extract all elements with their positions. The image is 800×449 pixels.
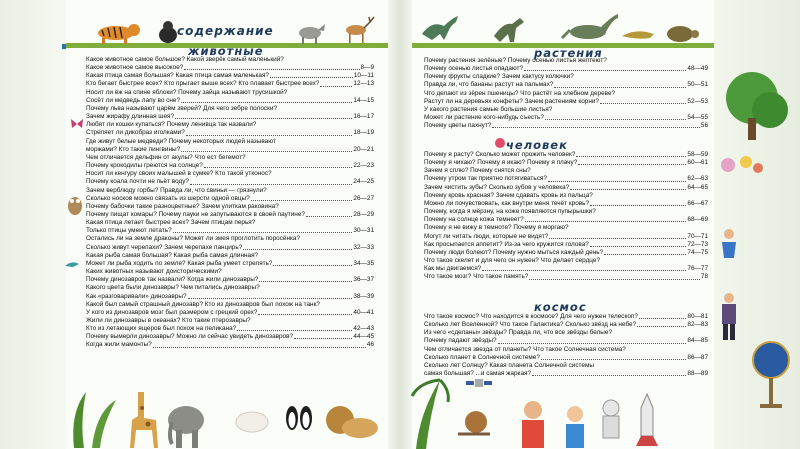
toc-leader-dots [186,135,353,136]
toc-page-number: 38—39 [353,292,374,300]
toc-page-number: 10—11 [353,72,374,80]
toc-entry [424,151,708,159]
toc-leader-dots [524,70,686,71]
toc-page-number: 78 [700,273,708,281]
toc-entry [86,72,374,80]
toc-page-number: 28—29 [353,210,374,218]
toc-leader-dots [541,359,686,360]
toc-page-number: 8—9 [360,64,374,72]
giraffe-illustration [120,388,164,448]
toc-entry-text: Правда ли, что бананы растут на пальмах? [424,81,554,89]
toc-entry-text: Жили ли динозавры в океанах? Кто такие птерозавры? [86,317,251,324]
toc-entry [424,167,708,175]
butterfly-icon [70,118,84,130]
toc-page-number: 36—37 [353,276,374,284]
toc-leader-dots [554,87,686,88]
toc-entry-text: Почему люди болеют? Почему нужно мыться каждый день? [424,248,604,256]
toc-entry [424,346,708,354]
toc-page-number: 14—15 [353,96,374,104]
toc-entry [86,170,374,178]
toc-leader-dots [532,375,686,376]
toc-entry [86,333,374,341]
toc-entry [424,233,708,241]
toc-page-number: 20—21 [353,145,374,153]
toc-entry [86,121,374,129]
toc-leader-dots [482,270,686,271]
toc-leader-dots [549,238,686,239]
toc-entry [424,265,708,273]
toc-entry-text: Почему осенью листья опадают? [424,65,524,73]
toc-entry [86,56,374,64]
lizard-illustration [620,24,656,44]
toc-entry-text: Носит ли ёж на спине яблоки? Почему зайца называют трусишкой? [86,88,288,96]
toc-page-number: 60—61 [687,159,708,167]
toc-leader-dots [251,200,353,201]
toc-leader-dots [258,314,352,315]
toc-entry-text: Зачем я сплю? Почему снятся сны? [424,167,531,175]
toc-page-number: 24—25 [353,178,374,186]
toc-entry [424,362,708,370]
toc-page-number: 32—33 [353,243,374,251]
elephant-illustration [164,396,206,448]
toc-entry-text: Почему я чихаю? Почему я икаю? Почему я плачу? [424,159,578,167]
rocket-illustration [634,392,660,448]
toc-entry-text: Почему льва называют царём зверей? Для чего зебре полоски? [86,104,278,112]
sauropod-illustration [560,12,620,42]
telescope-illustration [748,330,794,410]
toc-entry [424,114,708,122]
lion-illustration [322,400,382,448]
toc-entry-text: моржами? Кто такие пингвины? [86,145,181,153]
toc-leader-dots [637,326,686,327]
trex-illustration [490,12,526,44]
toc-entry-text: Почему падают звёзды? [424,337,497,345]
astronaut-illustration [596,398,626,446]
toc-entry [424,273,708,281]
toc-entry [86,187,374,195]
snail-illustration [456,408,492,438]
toc-leader-dots [492,127,700,128]
owl-illustration [66,192,84,216]
toc-entry [86,203,374,211]
toc-entry-text: Что такое мозг? Что такое память? [424,273,529,281]
toc-entry [86,260,374,268]
tiger-illustration [92,20,144,44]
toc-entry-text: самая большая? ...и самая жаркая? [424,370,532,378]
toc-entry-text: Сколько носков можно связать из шерсти одной овцы? [86,194,250,202]
toc-leader-dots [153,347,366,348]
toc-page-number: 42—43 [353,325,374,333]
toc-entry-text: Растут ли на деревьях конфеты? Зачем растениям корни? [424,97,599,105]
toc-entry [424,81,708,89]
toc-entry [424,337,708,345]
toc-leader-dots [600,103,686,104]
toc-entry [424,98,708,106]
toc-entry-text: Почему кровь красная? Зачем сдавать кровь из пальца? [424,191,593,199]
toc-entry-text: Носит ли кенгуру своих малышей в сумке? Кто такой утконос? [86,170,272,178]
toc-entry-text: Может ли рыба ходить по земле? Какая рыба умеет стрелять? [86,259,273,267]
toc-entry-text: Почему я расту? Сколько может прожить человек? [424,151,576,158]
toc-entry [424,184,708,192]
toc-leader-dots [188,298,353,299]
toc-plants-list [424,57,708,130]
toc-human-list [424,151,708,282]
toc-entry-text: Кто из летающих ящеров был похож на пеликана? [86,325,237,333]
toc-leader-dots [181,151,352,152]
child-illustration [718,228,740,264]
toc-leader-dots [270,77,353,78]
toc-entry [86,341,374,349]
palm-illustration [410,372,450,449]
toc-entry-text: Чем отличается звезда от планеты? Что такое Солнечная система? [424,345,626,353]
toc-page-number: 26—27 [353,194,374,202]
man-illustration [716,292,742,340]
toc-leader-dots [578,164,686,165]
toc-leader-dots [548,181,686,182]
toc-page-number: 66—67 [687,199,708,207]
toc-leader-dots [190,184,352,185]
toc-entry [424,200,708,208]
toc-space-list [424,313,708,378]
toc-page-number: 54—55 [687,114,708,122]
toc-entry-text: Почему пищат комары? Почему пауки не запутываются в своей паутине? [86,210,305,218]
toc-entry [86,293,374,301]
toc-entry-text: Что такое космос? Что находится в космосе? Для чего нужен телескоп? [424,313,638,320]
toc-leader-dots [525,221,687,222]
toc-page-number: 40—41 [353,308,374,316]
dinosaur-illustration [420,12,460,42]
gorilla-illustration [156,20,180,44]
toc-entry-text: Зачем жирафу длинная шея? [86,113,175,121]
toc-entry [424,122,708,130]
toc-entry [424,370,708,378]
toc-entry-text: Почему растения зелёные? Почему осенью листья желтеют? [424,57,607,64]
toc-entry-text: У кого из динозавров мозг был размером с грецкий орех? [86,308,258,316]
toc-entry [424,73,708,81]
toc-leader-dots [576,156,686,157]
toc-entry-text: Какой был самый страшный динозавр? Кто из динозавров был похож на танк? [86,300,320,308]
toc-entry-text: Чем отличается дельфин от акулы? Что ест бегемот? [86,153,246,161]
toc-page-number: 72—73 [687,240,708,248]
toc-page-number: 68—69 [687,216,708,224]
toc-entry-text: Что делают из зёрен пшеницы? Что растёт на хлебном дереве? [424,89,616,97]
toc-entry [86,154,374,162]
toc-leader-dots [237,330,352,331]
toc-entry [424,249,708,257]
toc-entry-text: Любят ли кошки купаться? Почему ленивца так назвали? [86,121,257,129]
toc-entry [86,146,374,154]
toc-entry-text: Почему утром так приятно потягиваться? [424,175,547,183]
plants-illustration [66,382,126,448]
toc-entry [86,325,374,333]
section-title-human: человек [506,138,568,152]
toc-entry [424,321,708,329]
toc-entry-text: Почему коала почти не пьёт воду? [86,178,189,186]
toc-leader-dots [259,281,352,282]
turtle-illustration [664,20,700,44]
toc-page-number: 56 [700,122,708,130]
page-title: содержание [177,24,274,38]
toc-entry-text: Почему динозавров так назвали? Когда жили динозавры? [86,276,259,284]
toc-entry-text: Почему цветы пахнут? [424,122,492,130]
toc-page-number: 82—83 [687,321,708,329]
toc-leader-dots [204,167,353,168]
toc-entry-text: Сколько лет Вселенной? Что такое Галактика? Сколько звёзд на небе? [424,321,637,329]
toc-leader-dots [320,86,352,87]
toc-leader-dots [570,189,686,190]
toc-entry [86,64,374,72]
toc-entry [424,192,708,200]
toc-entry [424,216,708,224]
toc-leader-dots [639,318,686,319]
toc-page-number: 88—89 [687,370,708,378]
toc-leader-dots [273,265,352,266]
toc-entry [86,301,374,309]
toc-entry [424,313,708,321]
toc-page-number: 64—65 [687,183,708,191]
toc-page-number: 70—71 [687,232,708,240]
hummingbird-icon [64,258,80,272]
polar-bear-illustration [232,404,270,436]
toc-entry-text: Остались ли на земле драконы? Может ли змея проглотить поросёнка? [86,235,301,243]
toc-entry-text: Какая птица летает быстрее всех? Зачем птицам перья? [86,219,256,227]
toc-page-number: 58—59 [687,151,708,158]
toc-page-number: 48—49 [687,65,708,73]
toc-entry [86,113,374,121]
toc-leader-dots [294,338,352,339]
toc-entry-text: Как просыпается аппетит? Из-за чего кружится голова? [424,240,589,248]
toc-entry-text: Из чего «сделаны» звёзды? Правда ли, что все звёзды белые? [424,329,613,337]
toc-entry-text: Почему я не вижу в темноте? Почему я моргаю? [424,224,569,232]
toc-entry-text: Только птицы умеют летать? [86,227,172,235]
toc-entry-text: Зачем верблюду горбы? Правда ли, что свиньи — грязнули? [86,186,267,194]
toc-entry-text: Какая рыба самая большая? Какая рыба самая длинная? [86,251,259,259]
toc-entry-text: Можно ли почувствовать, как внутри меня течёт кровь? [424,199,590,207]
toc-leader-dots [243,249,352,250]
toc-entry-text: Зачем чистить зубы? Сколько зубов у человека? [424,183,570,191]
section-title-plants: растения [534,46,603,60]
toc-leader-dots [498,343,687,344]
toc-entry [424,106,708,114]
section-title-animals: животные [188,44,264,58]
toc-entry [86,284,374,292]
toc-page-number: 50—51 [687,81,708,89]
toc-entry-text: Какого цвета были динозавры? Чем питались динозавры? [86,284,260,292]
toc-entry-text: Где живут белые медведи? Почему некоторых людей называют [86,137,276,145]
boy-illustration [516,398,550,448]
toc-entry-text: Почему вымерли динозавры? Можно ли сейчас увидеть динозавров? [86,333,294,341]
toc-entry-text: Сколько лет Солнцу? Какая планета Солнечной системы [424,361,594,369]
toc-entry [86,235,374,243]
toc-leader-dots [590,205,686,206]
toc-page-number: 30—31 [353,227,374,235]
tree-illustration [712,70,792,140]
toc-entry [86,162,374,170]
toc-entry-text: Каких животных называют доисторическими? [86,268,222,276]
toc-entry [86,97,374,105]
toc-page-number: 46 [366,341,374,349]
toc-entry-text: Почему, когда я мёрзну, на коже появляются пупырышки? [424,208,596,216]
toc-leader-dots [604,254,686,255]
toc-entry [86,138,374,146]
toc-entry-text: Сколько планет в Солнечной системе? [424,353,540,361]
toc-page-number: 12—13 [353,80,374,88]
toc-leader-dots [306,216,352,217]
toc-entry [424,241,708,249]
toc-leader-dots [181,102,352,103]
toc-entry-text: Почему фрукты сладкие? Зачем кактусу колючки? [424,73,574,81]
toc-leader-dots [173,232,353,233]
toc-entry-text: Какое животное самое большое? Какой зверёк самый маленький? [86,56,284,63]
toc-entry-text: Что такое скелет и для чего он нужен? Что делает сердце? [424,257,600,265]
toc-entry-text: Сколько живут черепахи? Зачем черепахе панцирь? [86,243,243,251]
toc-entry-text: Могут ли читать люди, которые не видят? [424,232,549,240]
toc-page-number: 84—85 [687,337,708,345]
section-title-space: космос [534,300,587,314]
penguin-illustration [282,402,314,432]
toc-entry-text: Почему бабочки такие разноцветные? Зачем улиткам раковина? [86,202,279,210]
toc-page-number: 16—17 [353,113,374,121]
toc-page-number: 74—75 [687,248,708,256]
toc-entry-text: Почему крокодилы греются на солнце? [86,162,203,170]
toc-entry [424,65,708,73]
toc-entry [424,57,708,65]
toc-entry [86,105,374,113]
toc-entry [86,219,374,227]
toc-entry [86,276,374,284]
toc-page-number: 52—53 [687,97,708,105]
toc-leader-dots [590,246,687,247]
toc-entry [424,159,708,167]
rose-icon [494,137,506,149]
toc-entry-text: Может ли растение кого-нибудь съесть? [424,114,544,122]
toc-leader-dots [184,69,359,70]
toc-page-number: 22—23 [353,162,374,170]
toc-entry [86,317,374,325]
toc-leader-dots [545,119,686,120]
left-page-margin [0,0,66,449]
wolf-illustration [296,18,326,44]
header-accent [62,44,66,49]
toc-entry-text: Как «разговаривали» динозавры? [86,292,187,300]
toc-page-number: 62—63 [687,175,708,183]
toc-entry [86,244,374,252]
toc-entry [86,309,374,317]
toc-page-number: 86—87 [687,353,708,361]
toc-entry-text: Какое животное самое высокое? [86,64,184,72]
toc-animals-list [86,56,374,350]
toc-entry [424,329,708,337]
girl-illustration [560,404,590,448]
toc-entry-text: Стреляет ли дикобраз иголками? [86,129,185,137]
toc-page-number: 44—45 [353,333,374,341]
antelope-illustration [338,14,376,44]
toc-entry-text: Какая птица самая большая? Какая птица самая маленькая? [86,72,269,80]
toc-entry [86,252,374,260]
toc-entry [86,80,374,88]
toc-page-number: 80—81 [687,313,708,320]
toc-entry [424,208,708,216]
toc-entry [86,195,374,203]
toc-entry [424,175,708,183]
toc-page-number: 18—19 [353,129,374,137]
toc-page-number: 76—77 [687,265,708,273]
toc-page-number: 34—35 [353,259,374,267]
toc-entry [424,90,708,98]
toc-entry-text: Как мы двигаемся? [424,265,482,273]
toc-leader-dots [529,279,700,280]
page-gutter [388,0,412,449]
toc-entry-text: Почему на солнце кожа темнеет? [424,216,524,224]
toc-entry [424,224,708,232]
toc-entry [86,211,374,219]
flower-illustration [716,150,766,180]
toc-entry [86,129,374,137]
toc-entry-text: Кто бегает быстрее всех? Кто прыгает выше всех? Кто плавает быстрее всех? [86,80,320,88]
toc-entry-text: Сосёт ли медведь лапу во сне? [86,96,181,104]
toc-entry [86,89,374,97]
toc-entry [424,257,708,265]
toc-entry [86,268,374,276]
toc-entry-text: Когда жили мамонты? [86,341,152,349]
toc-leader-dots [175,118,352,119]
toc-entry [86,227,374,235]
toc-entry-text: У какого растения самые большие листья? [424,105,553,113]
toc-entry [424,354,708,362]
toc-entry [86,178,374,186]
